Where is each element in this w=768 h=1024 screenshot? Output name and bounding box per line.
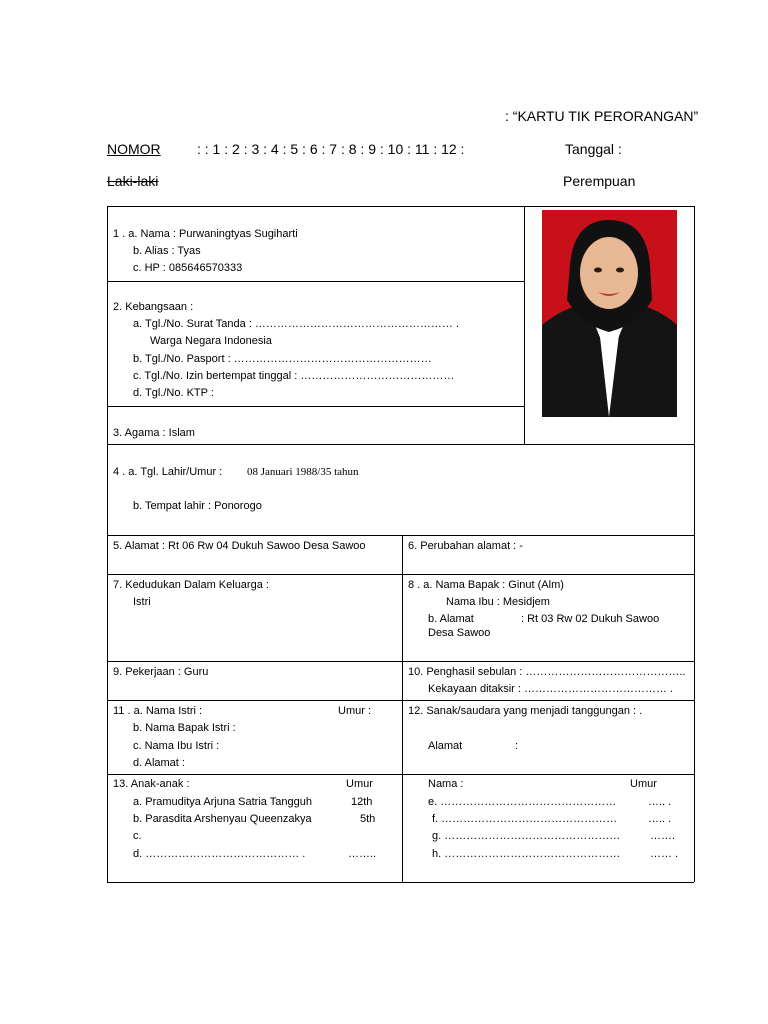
pekerjaan-row: 9. Pekerjaan : Guru: [113, 666, 209, 678]
nomor-label: NOMOR: [107, 141, 161, 157]
tanggungan-alamat-colon: :: [515, 740, 519, 752]
anak-age: ……..: [348, 848, 377, 860]
anak-name: g. …………………………………………: [432, 830, 621, 842]
profile-photo: [542, 210, 677, 417]
alamat-istri-row: d. Alamat :: [133, 757, 185, 769]
anak-name: b. Parasdita Arshenyau Queenzakya: [133, 813, 312, 825]
anak-right-umur-label: Umur: [630, 778, 657, 790]
anak-title: 13. Anak-anak :: [113, 778, 190, 790]
alias-row: b. Alias : Tyas: [133, 245, 201, 257]
ortu-alamat-cont: Desa Sawoo: [428, 627, 491, 639]
hp-row: c. HP : 085646570333: [133, 262, 243, 274]
gender-female: Perempuan: [563, 173, 636, 189]
kedudukan-title: 7. Kedudukan Dalam Keluarga :: [113, 579, 269, 591]
nomor-digits: : : 1 : 2 : 3 : 4 : 5 : 6 : 7 : 8 : 9 : 10 : 11 : 12 :: [197, 141, 465, 157]
warga-negara-row: Warga Negara Indonesia: [150, 335, 272, 347]
kekayaan-row: Kekayaan ditaksir : ………………………………… .: [428, 683, 674, 695]
alamat-row: 5. Alamat : Rt 06 Rw 04 Dukuh Sawoo Desa Sawoo: [113, 540, 366, 552]
nama-istri-row: 11 . a. Nama Istri :: [113, 705, 203, 717]
nama-bapak-row: 8 . a. Nama Bapak : Ginut (Alm): [408, 579, 564, 591]
nama-ibu-row: Nama Ibu : Mesidjem: [446, 596, 550, 608]
kedudukan-value: Istri: [133, 596, 151, 608]
anak-age: 12th: [351, 796, 373, 808]
ortu-alamat-label: b. Alamat: [428, 613, 474, 625]
anak-age: ….. .: [648, 813, 672, 825]
istri-umur-label: Umur :: [338, 705, 371, 717]
anak-age: ….. .: [648, 796, 672, 808]
anak-name: f. …………………………………………: [432, 813, 618, 825]
form-title: : “KARTU TIK PERORANGAN”: [505, 108, 699, 124]
penghasilan-row: 10. Penghasil sebulan : ……………………………………..: [408, 666, 686, 678]
ortu-alamat-value: : Rt 03 Rw 02 Dukuh Sawoo: [521, 613, 660, 625]
tanggungan-alamat-label: Alamat: [428, 740, 463, 752]
anak-name: d. …………………………………… .: [133, 848, 306, 860]
bapak-istri-row: b. Nama Bapak Istri :: [133, 722, 236, 734]
pasport-row: b. Tgl./No. Pasport : ………………………………………………: [133, 353, 432, 365]
ibu-istri-row: c. Nama Ibu Istri :: [133, 740, 220, 752]
anak-age: …….: [650, 830, 676, 842]
tanggal-label: Tanggal :: [565, 141, 622, 157]
tgl-lahir-value: 08 Januari 1988/35 tahun: [247, 466, 359, 478]
izin-tinggal-row: c. Tgl./No. Izin bertempat tinggal : ……………………………………: [133, 370, 455, 382]
nama-row: 1 . a. Nama : Purwaningtyas Sugiharti: [113, 228, 298, 240]
tgl-lahir-label: 4 . a. Tgl. Lahir/Umur :: [113, 466, 223, 478]
ktp-row: d. Tgl./No. KTP :: [133, 387, 214, 399]
anak-age: 5th: [360, 813, 376, 825]
anak-name: c.: [133, 830, 142, 842]
anak-name: e. …………………………………………: [428, 796, 617, 808]
anak-age: …… .: [650, 848, 679, 860]
tanggungan-title: 12. Sanak/saudara yang menjadi tanggungan : .: [408, 705, 643, 717]
perubahan-alamat-row: 6. Perubahan alamat : -: [408, 540, 523, 552]
kebangsaan-title: 2. Kebangsaan :: [113, 301, 194, 313]
anak-umur-label: Umur: [346, 778, 373, 790]
tempat-lahir-row: b. Tempat lahir : Ponorogo: [133, 500, 262, 512]
anak-name: h. …………………………………………: [432, 848, 621, 860]
surat-tanda-row: a. Tgl./No. Surat Tanda : ……………………………………………… .: [133, 318, 459, 330]
anak-right-title: Nama :: [428, 778, 464, 790]
gender-male: Laki-laki: [107, 173, 159, 189]
agama-row: 3. Agama : Islam: [113, 427, 195, 439]
anak-name: a. Pramuditya Arjuna Satria Tangguh: [133, 796, 312, 808]
